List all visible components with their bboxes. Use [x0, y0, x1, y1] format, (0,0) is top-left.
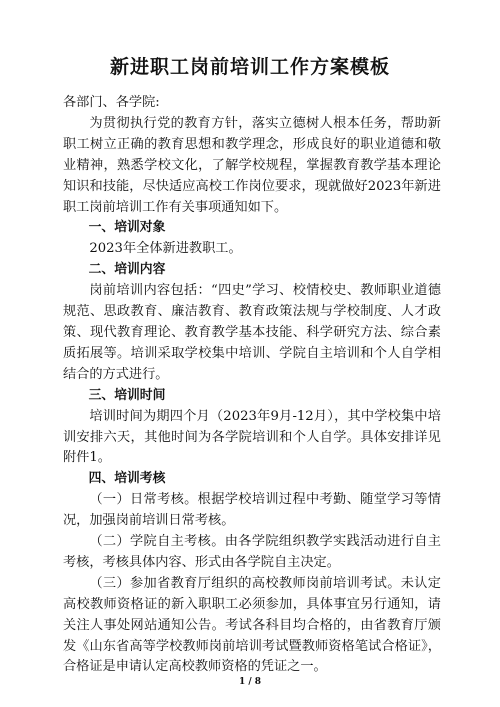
section-paragraph: 2023年全体新进教职工。 [89, 241, 242, 257]
section-paragraph: （三）参加省教育厅组织的高校教师岗前培训考试。未认定高校教师资格证的新入职职工必须参加，具体事宜另行通知，请关注人事处网站通知公告。考试各科目均合格的，由省教育厅颁发《山东省高等学校教师岗前培训考试暨教师资格笔试合格证》，合格证是申请认定高校教师资格的凭证之一。 [63, 575, 441, 675]
section-heading-content: 二、培训内容 [88, 262, 166, 278]
salutation: 各部门、各学院: [63, 95, 160, 110]
page-title: 新进职工岗前培训工作方案模板 [109, 56, 390, 78]
document-body [63, 93, 441, 678]
section-heading-assessment: 四、培训考核 [88, 471, 166, 487]
section-heading-target: 一、培训对象 [88, 220, 166, 236]
section-heading-time: 三、培训时间 [88, 387, 166, 403]
page-number: 1 / 8 [238, 677, 262, 687]
section-paragraph: 岗前培训内容包括：“四史”学习、校情校史、教师职业道德规范、思政教育、廉洁教育、教育政策法规与学校制度、人才政策、现代教育理论、教育教学基本技能、科学研究方法、综合素质拓展等。培训采取学校集中培训、学院自主培训和个人自学相结合的方式进行。 [63, 283, 441, 382]
intro-paragraph: 为贯彻执行党的教育方针，落实立德树人根本任务，帮助新职工树立正确的教育思想和教学理念，形成良好的职业道德和敬业精神，熟悉学校文化，了解学校规程，掌握教育教学基本理论知识和技能，尽快适应高校工作岗位要求，现就做好2023年新进职工岗前培训工作有关事项通知如下。 [63, 115, 441, 215]
section-paragraph: （一）日常考核。根据学校培训过程中考勤、随堂学习等情况，加强岗前培训日常考核。 [63, 492, 441, 529]
section-paragraph: （二）学院自主考核。由各学院组织教学实践活动进行自主考核，考核具体内容、形式由各学院自主决定。 [63, 534, 441, 570]
section-paragraph: 培训时间为期四个月（2023年9月-12月），其中学校集中培训安排六天，其他时间为各学院培训和个人自学。具体安排详见附件1。 [63, 408, 441, 466]
